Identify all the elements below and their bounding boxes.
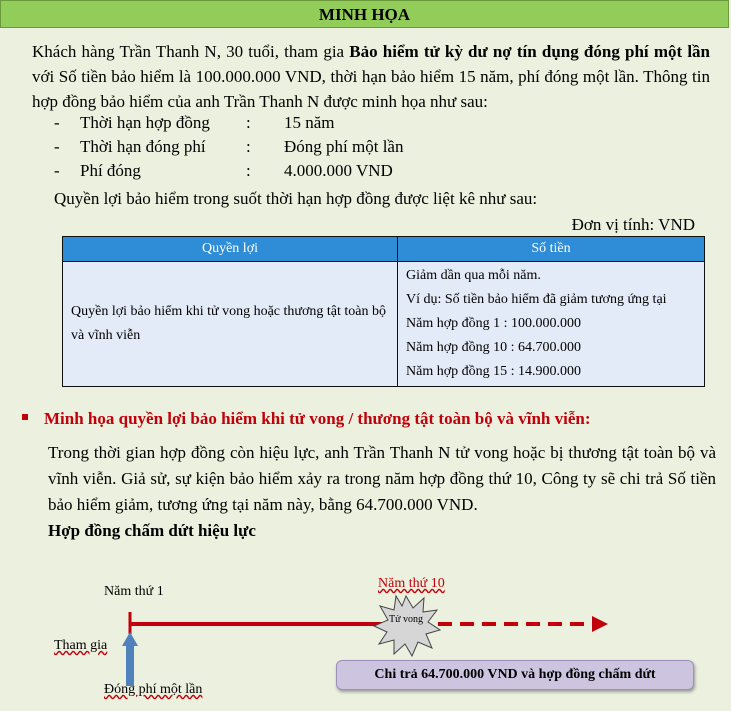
- table-row: [63, 262, 705, 387]
- up-arrow-icon: [122, 632, 138, 686]
- intro-paragraph: [32, 39, 710, 114]
- column-header-amount: Số tiền: [398, 237, 705, 262]
- info-value: 15 năm: [284, 113, 335, 132]
- table-header-row: [63, 237, 705, 262]
- benefit-table: [62, 236, 705, 387]
- amount-cell: [398, 262, 705, 387]
- arrow-head-icon: [592, 616, 608, 632]
- join-label: [54, 638, 107, 654]
- illustration-paragraph: [48, 440, 716, 544]
- info-row-term: [54, 111, 403, 135]
- info-value: 4.000.000 VND: [284, 161, 393, 180]
- event-label: Tử vong: [388, 614, 424, 625]
- intro-part1: Khách hàng Trần Thanh N, 30 tuổi, tham gia: [32, 42, 350, 61]
- column-header-benefit: Quyền lợi: [63, 237, 398, 262]
- amount-line: Năm hợp đồng 1 : 100.000.000: [406, 316, 582, 331]
- premium-label: [104, 682, 202, 698]
- amount-line: Năm hợp đồng 15 : 14.900.000: [406, 364, 582, 379]
- amount-line: Ví dụ: Số tiền bảo hiểm đã giảm tương ứng tại: [406, 292, 667, 307]
- benefit-cell: Quyền lợi bảo hiểm khi tử vong hoặc thương tật toàn bộ và vĩnh viễn: [63, 262, 398, 387]
- unit-label: Đơn vị tính: VND: [571, 215, 695, 234]
- paragraph-bold: Hợp đồng chấm dứt hiệu lực: [48, 521, 256, 540]
- explosion-icon: [374, 596, 440, 656]
- info-label: Phí đóng: [80, 161, 141, 180]
- section-title-text: Minh họa quyền lợi bảo hiểm khi tử vong / thương tật toàn bộ và vĩnh viễn:: [44, 409, 591, 428]
- intro-part2: với Số tiền bảo hiểm là 100.000.000 VND, thời hạn bảo hiểm 15 năm, phí đóng một lần. Thông tin hợp đồng bảo hiểm của anh Trần Thanh N được minh họa như sau:: [32, 67, 710, 111]
- product-name: Bảo hiểm tử kỳ dư nợ tín dụng đóng phí một lần: [349, 42, 710, 61]
- dash: -: [54, 113, 60, 132]
- join-text: Tham gia: [54, 638, 108, 653]
- year-10-label: [378, 576, 445, 592]
- info-row-premium: [54, 159, 403, 183]
- info-colon: :: [246, 113, 251, 132]
- amount-line: Năm hợp đồng 10 : 64.700.000: [406, 340, 582, 355]
- benefit-list-intro: Quyền lợi bảo hiểm trong suốt thời hạn hợp đồng được liệt kê như sau:: [54, 189, 538, 208]
- dash: -: [54, 137, 60, 156]
- payout-text: Chi trả 64.700.000 VND và hợp đồng chấm dứt: [374, 667, 656, 682]
- dash: -: [54, 161, 60, 180]
- info-label: Thời hạn đóng phí: [80, 137, 206, 156]
- premium-text: Đóng phí một lần: [104, 682, 203, 697]
- page-header: MINH HỌA: [0, 0, 729, 28]
- section-title: [22, 409, 591, 429]
- paragraph-text: Trong thời gian hợp đồng còn hiệu lực, anh Trần Thanh N tử vong hoặc bị thương tật toàn bộ và vĩnh viễn. Giả sử, sự kiện bảo hiểm xảy ra trong năm hợp đồng thứ 10, Công ty sẽ chi trả Số tiền bảo hiểm giảm, tương ứng tại năm này, bằng 64.700.000 VND.: [48, 443, 716, 514]
- info-colon: :: [246, 137, 251, 156]
- info-value: Đóng phí một lần: [284, 137, 404, 156]
- info-row-payment-term: [54, 135, 403, 159]
- payout-box: [336, 660, 694, 690]
- amount-line: Giảm dần qua mỗi năm.: [406, 268, 541, 283]
- info-colon: :: [246, 161, 251, 180]
- contract-info-list: [54, 111, 403, 183]
- year-10-text: Năm thứ 10: [378, 576, 445, 591]
- year-1-label: Năm thứ 1: [104, 584, 164, 599]
- info-label: Thời hạn hợp đồng: [80, 113, 210, 132]
- square-bullet-icon: [22, 414, 28, 420]
